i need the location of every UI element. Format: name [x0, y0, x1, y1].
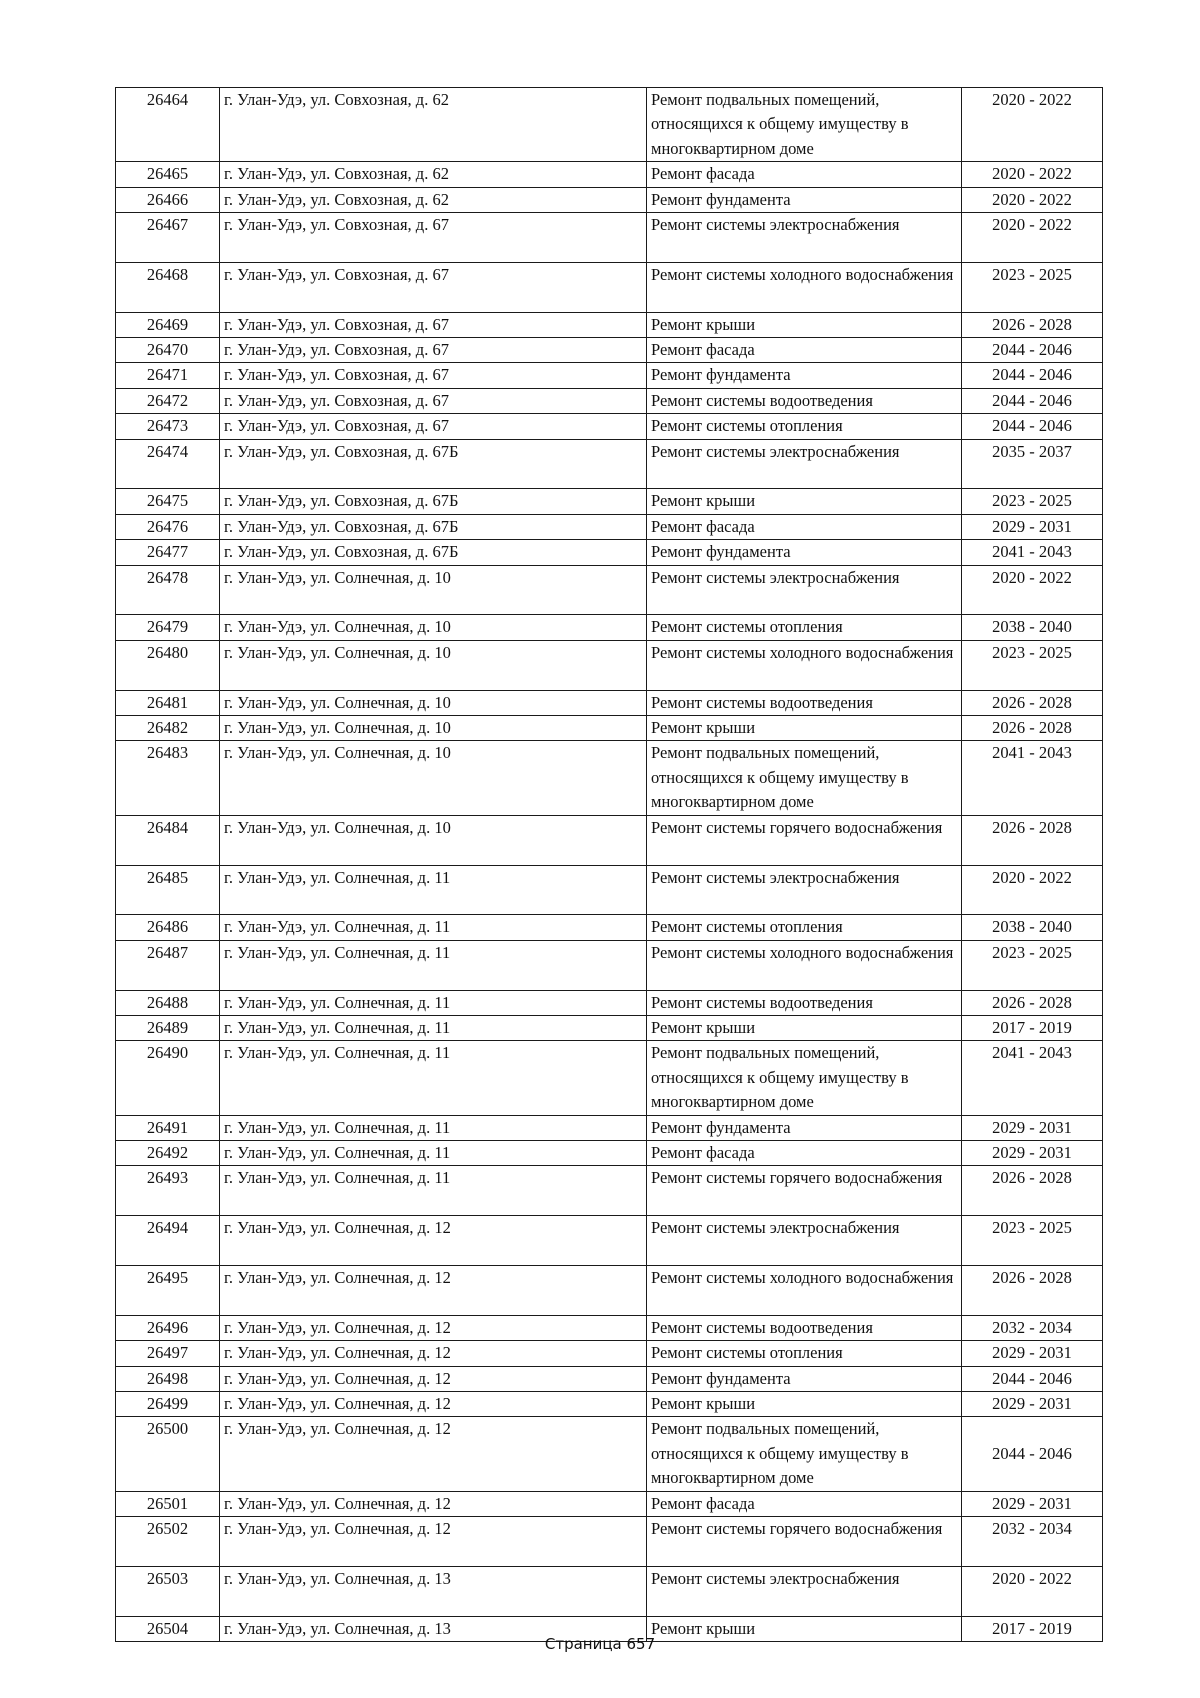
address-cell: г. Улан-Удэ, ул. Совхозная, д. 67 [220, 414, 647, 439]
address-cell: г. Улан-Удэ, ул. Солнечная, д. 12 [220, 1516, 647, 1566]
period-cell: 2020 - 2022 [962, 162, 1103, 187]
address-cell: г. Улан-Удэ, ул. Солнечная, д. 13 [220, 1566, 647, 1616]
address-cell: г. Улан-Удэ, ул. Солнечная, д. 12 [220, 1265, 647, 1315]
period-cell: 2032 - 2034 [962, 1516, 1103, 1566]
period-cell: 2020 - 2022 [962, 88, 1103, 162]
work-type-cell: Ремонт системы электроснабжения [647, 565, 962, 615]
address-cell: г. Улан-Удэ, ул. Солнечная, д. 12 [220, 1391, 647, 1416]
row-number-cell: 26489 [116, 1015, 220, 1040]
work-type-cell: Ремонт системы электроснабжения [647, 439, 962, 489]
address-cell: г. Улан-Удэ, ул. Совхозная, д. 67Б [220, 540, 647, 565]
row-number-cell: 26488 [116, 990, 220, 1015]
period-cell: 2026 - 2028 [962, 690, 1103, 715]
period-cell: 2041 - 2043 [962, 540, 1103, 565]
table-row [116, 388, 1103, 413]
row-number-cell: 26487 [116, 940, 220, 990]
work-type-cell: Ремонт крыши [647, 1391, 962, 1416]
table-row [116, 213, 1103, 263]
period-cell: 2020 - 2022 [962, 213, 1103, 263]
address-cell: г. Улан-Удэ, ул. Солнечная, д. 11 [220, 1015, 647, 1040]
work-type-cell: Ремонт крыши [647, 716, 962, 741]
period-cell: 2026 - 2028 [962, 1265, 1103, 1315]
row-number-cell: 26494 [116, 1216, 220, 1266]
work-type-cell: Ремонт системы водоотведения [647, 990, 962, 1015]
row-number-cell: 26496 [116, 1315, 220, 1340]
table-row [116, 514, 1103, 539]
row-number-cell: 26504 [116, 1616, 220, 1641]
address-cell: г. Улан-Удэ, ул. Солнечная, д. 11 [220, 1115, 647, 1140]
address-cell: г. Улан-Удэ, ул. Солнечная, д. 11 [220, 1140, 647, 1165]
address-cell: г. Улан-Удэ, ул. Совхозная, д. 67Б [220, 514, 647, 539]
address-cell: г. Улан-Удэ, ул. Солнечная, д. 11 [220, 915, 647, 940]
work-type-cell: Ремонт крыши [647, 312, 962, 337]
row-number-cell: 26499 [116, 1391, 220, 1416]
row-number-cell: 26490 [116, 1041, 220, 1115]
table-row [116, 690, 1103, 715]
row-number-cell: 26493 [116, 1166, 220, 1216]
work-type-cell: Ремонт системы отопления [647, 915, 962, 940]
address-cell: г. Улан-Удэ, ул. Солнечная, д. 10 [220, 640, 647, 690]
row-number-cell: 26469 [116, 312, 220, 337]
row-number-cell: 26491 [116, 1115, 220, 1140]
work-type-cell: Ремонт системы отопления [647, 414, 962, 439]
work-type-cell: Ремонт системы холодного водоснабжения [647, 940, 962, 990]
work-type-cell: Ремонт фасада [647, 1491, 962, 1516]
row-number-cell: 26482 [116, 716, 220, 741]
table-row [116, 439, 1103, 489]
work-type-cell: Ремонт фундамента [647, 540, 962, 565]
period-cell: 2023 - 2025 [962, 640, 1103, 690]
work-type-cell: Ремонт подвальных помещений, относящихся к общему имуществу в многоквартирном доме [647, 1041, 962, 1115]
period-cell: 2029 - 2031 [962, 1491, 1103, 1516]
period-cell: 2029 - 2031 [962, 1140, 1103, 1165]
address-cell: г. Улан-Удэ, ул. Солнечная, д. 10 [220, 615, 647, 640]
row-number-cell: 26468 [116, 262, 220, 312]
address-cell: г. Улан-Удэ, ул. Совхозная, д. 67 [220, 213, 647, 263]
period-cell: 2026 - 2028 [962, 990, 1103, 1015]
work-type-cell: Ремонт системы холодного водоснабжения [647, 1265, 962, 1315]
work-type-cell: Ремонт подвальных помещений, относящихся к общему имуществу в многоквартирном доме [647, 88, 962, 162]
row-number-cell: 26474 [116, 439, 220, 489]
table-row [116, 741, 1103, 815]
row-number-cell: 26478 [116, 565, 220, 615]
address-cell: г. Улан-Удэ, ул. Солнечная, д. 12 [220, 1216, 647, 1266]
address-cell: г. Улан-Удэ, ул. Совхозная, д. 67Б [220, 489, 647, 514]
work-type-cell: Ремонт системы горячего водоснабжения [647, 815, 962, 865]
row-number-cell: 26492 [116, 1140, 220, 1165]
work-type-cell: Ремонт системы водоотведения [647, 388, 962, 413]
period-cell: 2041 - 2043 [962, 741, 1103, 815]
period-cell: 2020 - 2022 [962, 865, 1103, 915]
row-number-cell: 26465 [116, 162, 220, 187]
address-cell: г. Улан-Удэ, ул. Совхозная, д. 67 [220, 388, 647, 413]
period-cell: 2044 - 2046 [962, 1417, 1103, 1491]
row-number-cell: 26495 [116, 1265, 220, 1315]
work-type-cell: Ремонт системы электроснабжения [647, 1216, 962, 1266]
work-type-cell: Ремонт системы электроснабжения [647, 865, 962, 915]
period-cell: 2041 - 2043 [962, 1041, 1103, 1115]
period-cell: 2020 - 2022 [962, 565, 1103, 615]
table-row [116, 1140, 1103, 1165]
table-row [116, 915, 1103, 940]
period-cell: 2017 - 2019 [962, 1616, 1103, 1641]
address-cell: г. Улан-Удэ, ул. Совхозная, д. 67 [220, 363, 647, 388]
row-number-cell: 26480 [116, 640, 220, 690]
table-body [116, 88, 1103, 1642]
period-cell: 2029 - 2031 [962, 1115, 1103, 1140]
period-cell: 2023 - 2025 [962, 1216, 1103, 1266]
row-number-cell: 26483 [116, 741, 220, 815]
table-row [116, 615, 1103, 640]
period-cell: 2023 - 2025 [962, 262, 1103, 312]
address-cell: г. Улан-Удэ, ул. Солнечная, д. 10 [220, 741, 647, 815]
row-number-cell: 26477 [116, 540, 220, 565]
table-row [116, 1366, 1103, 1391]
work-type-cell: Ремонт системы горячего водоснабжения [647, 1166, 962, 1216]
table-row [116, 88, 1103, 162]
period-cell: 2038 - 2040 [962, 615, 1103, 640]
work-type-cell: Ремонт фундамента [647, 1115, 962, 1140]
period-cell: 2023 - 2025 [962, 489, 1103, 514]
table-row [116, 489, 1103, 514]
table-row [116, 1417, 1103, 1491]
table-row [116, 1041, 1103, 1115]
table-row [116, 1566, 1103, 1616]
row-number-cell: 26479 [116, 615, 220, 640]
row-number-cell: 26502 [116, 1516, 220, 1566]
work-type-cell: Ремонт фундамента [647, 187, 962, 212]
work-type-cell: Ремонт системы отопления [647, 615, 962, 640]
table-row [116, 312, 1103, 337]
row-number-cell: 26481 [116, 690, 220, 715]
address-cell: г. Улан-Удэ, ул. Совхозная, д. 67 [220, 312, 647, 337]
period-cell: 2020 - 2022 [962, 187, 1103, 212]
work-type-cell: Ремонт системы холодного водоснабжения [647, 640, 962, 690]
period-cell: 2044 - 2046 [962, 363, 1103, 388]
period-cell: 2044 - 2046 [962, 414, 1103, 439]
work-type-cell: Ремонт системы водоотведения [647, 690, 962, 715]
table-row [116, 815, 1103, 865]
row-number-cell: 26484 [116, 815, 220, 865]
address-cell: г. Улан-Удэ, ул. Совхозная, д. 62 [220, 187, 647, 212]
period-cell: 2044 - 2046 [962, 1366, 1103, 1391]
table-row [116, 540, 1103, 565]
page-number: Страница 657 [544, 1635, 656, 1653]
address-cell: г. Улан-Удэ, ул. Совхозная, д. 62 [220, 88, 647, 162]
period-cell: 2026 - 2028 [962, 1166, 1103, 1216]
work-type-cell: Ремонт крыши [647, 1015, 962, 1040]
table-row [116, 1115, 1103, 1140]
row-number-cell: 26485 [116, 865, 220, 915]
work-type-cell: Ремонт системы отопления [647, 1341, 962, 1366]
address-cell: г. Улан-Удэ, ул. Солнечная, д. 13 [220, 1616, 647, 1641]
table-row [116, 640, 1103, 690]
work-type-cell: Ремонт фасада [647, 162, 962, 187]
work-type-cell: Ремонт системы электроснабжения [647, 1566, 962, 1616]
row-number-cell: 26497 [116, 1341, 220, 1366]
address-cell: г. Улан-Удэ, ул. Солнечная, д. 12 [220, 1491, 647, 1516]
table-row [116, 262, 1103, 312]
repair-schedule-table [115, 87, 1103, 1642]
period-cell: 2029 - 2031 [962, 1391, 1103, 1416]
row-number-cell: 26476 [116, 514, 220, 539]
table-row [116, 338, 1103, 363]
work-type-cell: Ремонт системы холодного водоснабжения [647, 262, 962, 312]
address-cell: г. Улан-Удэ, ул. Совхозная, д. 67 [220, 338, 647, 363]
work-type-cell: Ремонт фасада [647, 338, 962, 363]
period-cell: 2020 - 2022 [962, 1566, 1103, 1616]
table-row [116, 565, 1103, 615]
address-cell: г. Улан-Удэ, ул. Солнечная, д. 11 [220, 1041, 647, 1115]
row-number-cell: 26470 [116, 338, 220, 363]
table-row [116, 716, 1103, 741]
row-number-cell: 26486 [116, 915, 220, 940]
work-type-cell: Ремонт подвальных помещений, относящихся к общему имуществу в многоквартирном доме [647, 1417, 962, 1491]
period-cell: 2038 - 2040 [962, 915, 1103, 940]
period-cell: 2044 - 2046 [962, 338, 1103, 363]
row-number-cell: 26467 [116, 213, 220, 263]
row-number-cell: 26473 [116, 414, 220, 439]
work-type-cell: Ремонт фундамента [647, 1366, 962, 1391]
row-number-cell: 26498 [116, 1366, 220, 1391]
address-cell: г. Улан-Удэ, ул. Солнечная, д. 12 [220, 1315, 647, 1340]
row-number-cell: 26475 [116, 489, 220, 514]
period-cell: 2032 - 2034 [962, 1315, 1103, 1340]
table-row [116, 1391, 1103, 1416]
period-cell: 2035 - 2037 [962, 439, 1103, 489]
address-cell: г. Улан-Удэ, ул. Солнечная, д. 12 [220, 1417, 647, 1491]
period-cell: 2026 - 2028 [962, 815, 1103, 865]
table-row [116, 363, 1103, 388]
period-cell: 2029 - 2031 [962, 514, 1103, 539]
table-row [116, 1216, 1103, 1266]
table-row [116, 1341, 1103, 1366]
work-type-cell: Ремонт крыши [647, 1616, 962, 1641]
table-row [116, 865, 1103, 915]
address-cell: г. Улан-Удэ, ул. Совхозная, д. 62 [220, 162, 647, 187]
period-cell: 2044 - 2046 [962, 388, 1103, 413]
address-cell: г. Улан-Удэ, ул. Солнечная, д. 11 [220, 1166, 647, 1216]
address-cell: г. Улан-Удэ, ул. Солнечная, д. 12 [220, 1366, 647, 1391]
address-cell: г. Улан-Удэ, ул. Совхозная, д. 67Б [220, 439, 647, 489]
table-row [116, 162, 1103, 187]
table-row [116, 990, 1103, 1015]
row-number-cell: 26501 [116, 1491, 220, 1516]
table-row [116, 187, 1103, 212]
work-type-cell: Ремонт крыши [647, 489, 962, 514]
table-row [116, 1015, 1103, 1040]
work-type-cell: Ремонт фасада [647, 514, 962, 539]
work-type-cell: Ремонт системы горячего водоснабжения [647, 1516, 962, 1566]
period-cell: 2029 - 2031 [962, 1341, 1103, 1366]
period-cell: 2026 - 2028 [962, 312, 1103, 337]
address-cell: г. Улан-Удэ, ул. Солнечная, д. 10 [220, 690, 647, 715]
row-number-cell: 26466 [116, 187, 220, 212]
address-cell: г. Улан-Удэ, ул. Солнечная, д. 12 [220, 1341, 647, 1366]
address-cell: г. Улан-Удэ, ул. Совхозная, д. 67 [220, 262, 647, 312]
table-row [116, 1315, 1103, 1340]
table-row [116, 414, 1103, 439]
address-cell: г. Улан-Удэ, ул. Солнечная, д. 10 [220, 565, 647, 615]
table-row [116, 1516, 1103, 1566]
table-row [116, 1265, 1103, 1315]
work-type-cell: Ремонт системы электроснабжения [647, 213, 962, 263]
work-type-cell: Ремонт фасада [647, 1140, 962, 1165]
address-cell: г. Улан-Удэ, ул. Солнечная, д. 11 [220, 865, 647, 915]
address-cell: г. Улан-Удэ, ул. Солнечная, д. 11 [220, 940, 647, 990]
row-number-cell: 26503 [116, 1566, 220, 1616]
table-row [116, 940, 1103, 990]
period-cell: 2023 - 2025 [962, 940, 1103, 990]
address-cell: г. Улан-Удэ, ул. Солнечная, д. 10 [220, 716, 647, 741]
work-type-cell: Ремонт фундамента [647, 363, 962, 388]
address-cell: г. Улан-Удэ, ул. Солнечная, д. 11 [220, 990, 647, 1015]
address-cell: г. Улан-Удэ, ул. Солнечная, д. 10 [220, 815, 647, 865]
row-number-cell: 26464 [116, 88, 220, 162]
work-type-cell: Ремонт подвальных помещений, относящихся к общему имуществу в многоквартирном доме [647, 741, 962, 815]
row-number-cell: 26471 [116, 363, 220, 388]
row-number-cell: 26472 [116, 388, 220, 413]
work-type-cell: Ремонт системы водоотведения [647, 1315, 962, 1340]
table-row [116, 1491, 1103, 1516]
row-number-cell: 26500 [116, 1417, 220, 1491]
period-cell: 2026 - 2028 [962, 716, 1103, 741]
period-cell: 2017 - 2019 [962, 1015, 1103, 1040]
table-row [116, 1166, 1103, 1216]
